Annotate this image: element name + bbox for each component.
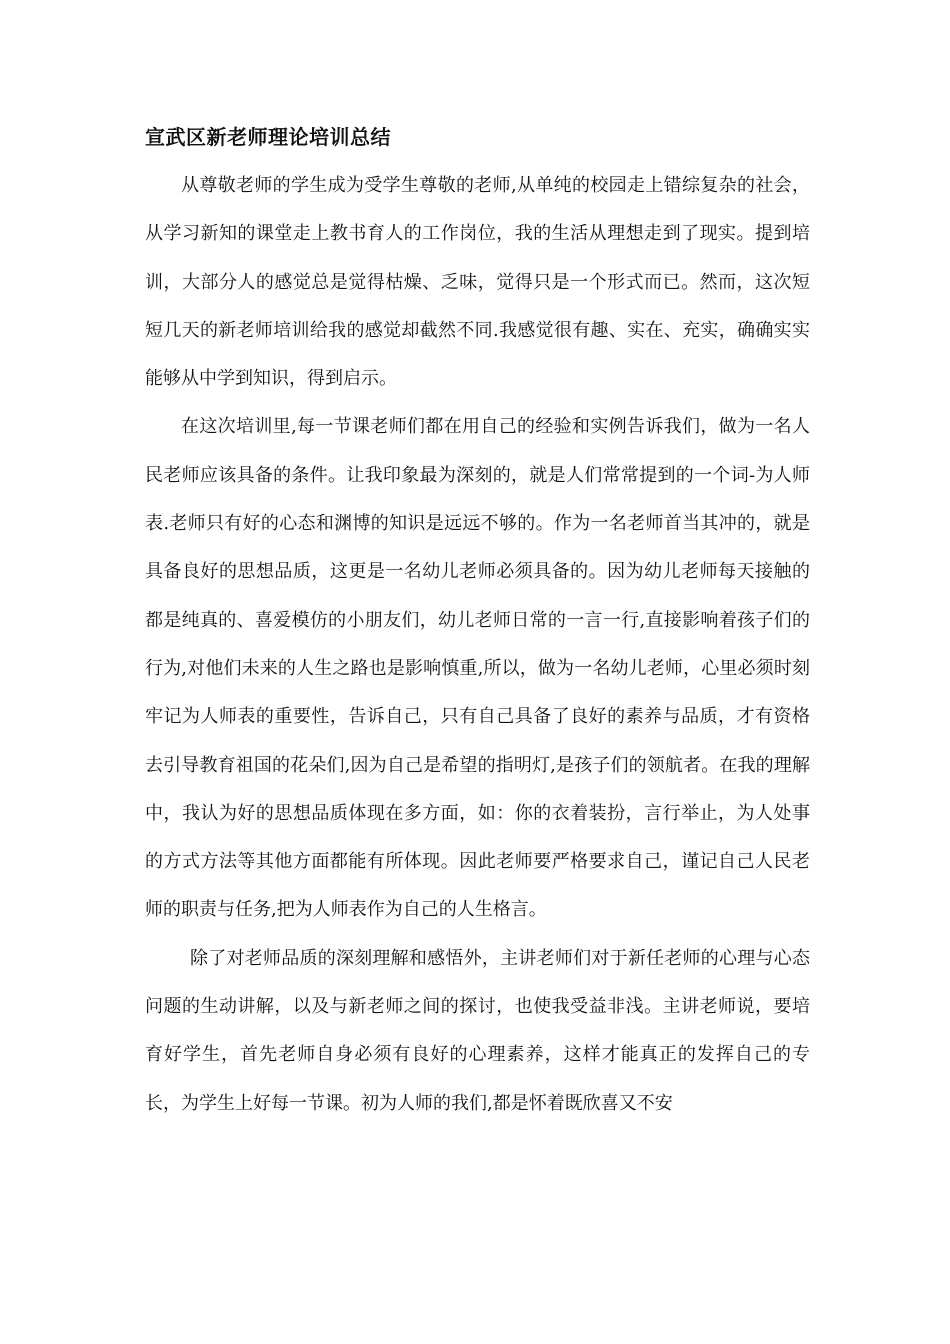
document-title: 宣武区新老师理论培训总结 [145, 125, 391, 149]
document-body [145, 162, 810, 1128]
paragraph-1: 从尊敬老师的学生成为受学生尊敬的老师,从单纯的校园走上错综复杂的社会，从学习新知的课堂走上教书育人的工作岗位，我的生活从理想走到了现实。提到培训，大部分人的感觉总是觉得枯燥、乏味，觉得只是一个形式而已。然而，这次短短几天的新老师培训给我的感觉却截然不同.我感觉很有趣、实在、充实，确确实实能够从中学到知识，得到启示。 [145, 175, 810, 390]
paragraph-2: 在这次培训里,每一节课老师们都在用自己的经验和实例告诉我们，做为一名人民老师应该具备的条件。让我印象最为深刻的，就是人们常常提到的一个词-为人师表.老师只有好的心态和渊博的知识是远远不够的。作为一名老师首当其冲的，就是具备良好的思想品质，这更是一名幼儿老师必须具备的。因为幼儿老师每天接触的都是纯真的、喜爱模仿的小朋友们，幼儿老师日常的一言一行,直接影响着孩子们的行为,对他们未来的人生之路也是影响慎重,所以，做为一名幼儿老师，心里必须时刻牢记为人师表的重要性，告诉自己，只有自己具备了良好的素养与品质，才有资格去引导教育祖国的花朵们,因为自己是希望的指明灯,是孩子们的领航者。在我的理解中，我认为好的思想品质体现在多方面，如：你的衣着装扮，言行举止，为人处事的方式方法等其他方面都能有所体现。因此老师要严格要求自己，谨记自己人民老师的职责与任务,把为人师表作为自己的人生格言。 [145, 416, 810, 921]
paragraph-3: 除了对老师品质的深刻理解和感悟外，主讲老师们对于新任老师的心理与心态问题的生动讲解，以及与新老师之间的探讨，也使我受益非浅。主讲老师说，要培育好学生，首先老师自身必须有良好的心理素养，这样才能真正的发挥自己的专长，为学生上好每一节课。初为人师的我们,都是怀着既欣喜又不安 [145, 947, 810, 1114]
